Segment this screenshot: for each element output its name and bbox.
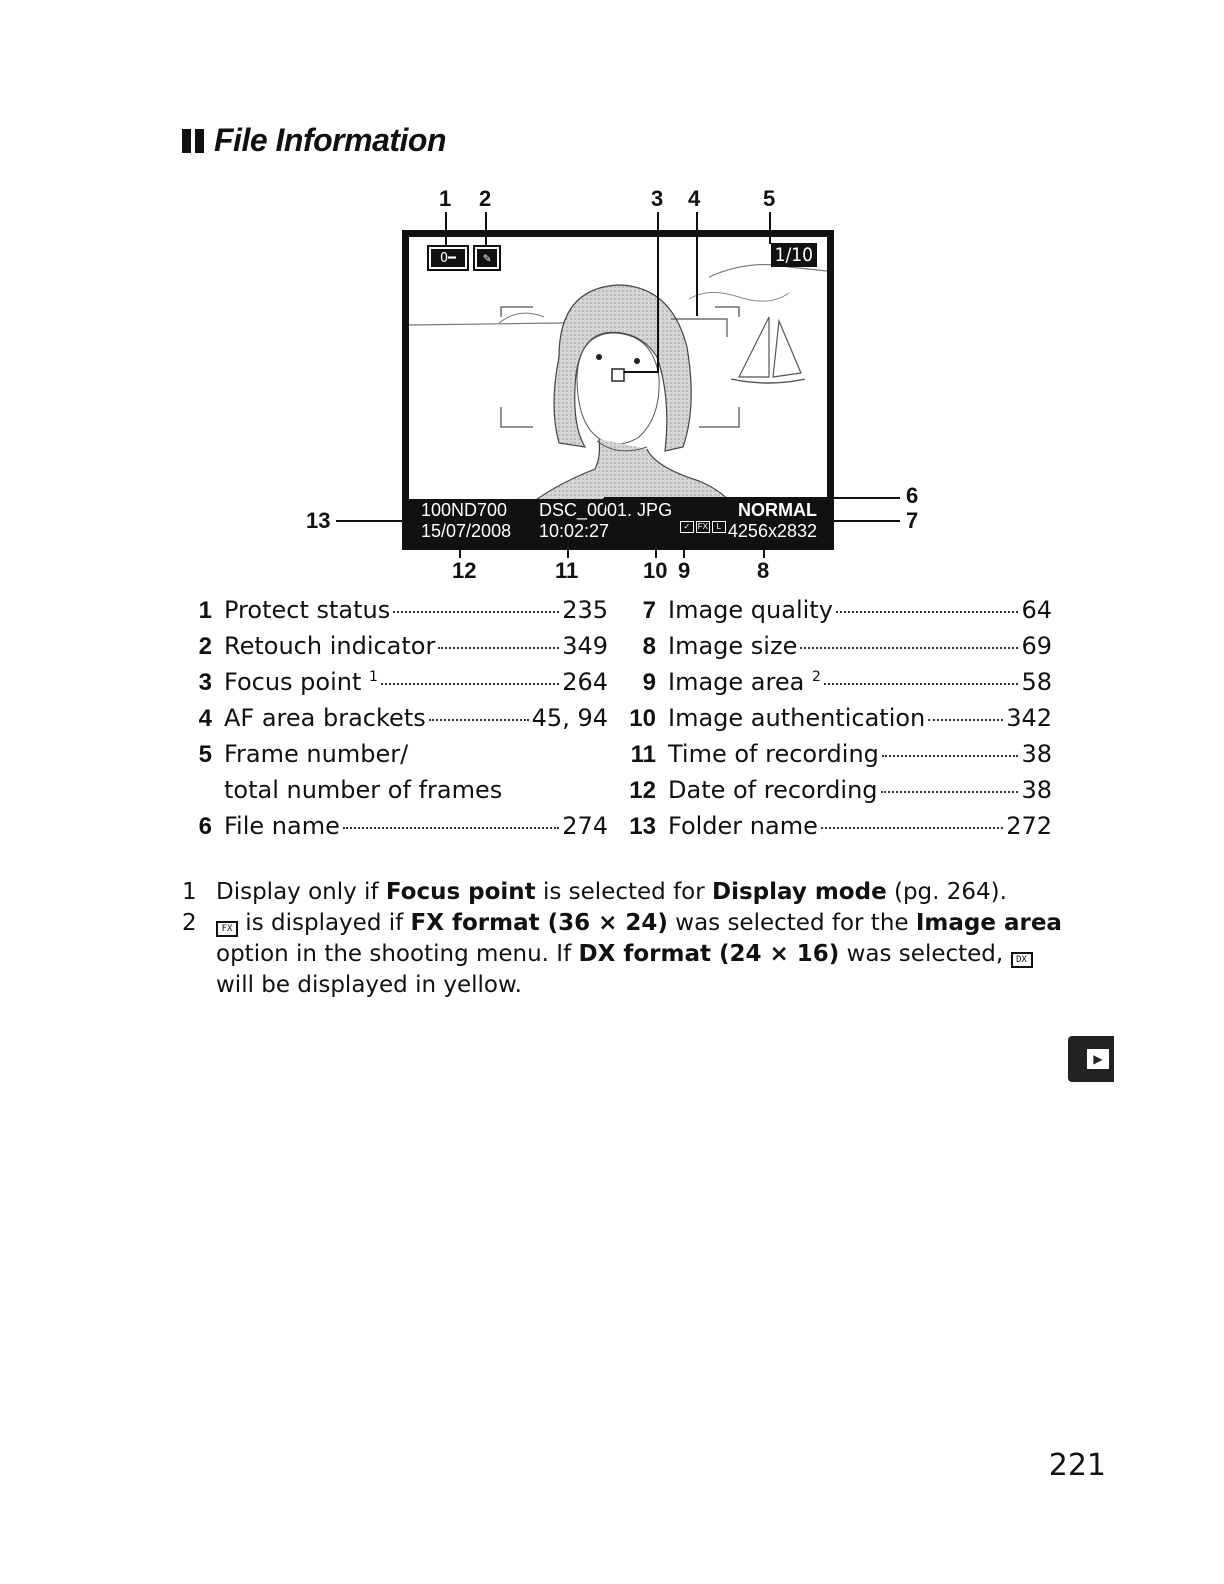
recording-date: 15/07/2008 bbox=[421, 521, 512, 541]
callout-4: 4 bbox=[688, 186, 701, 211]
callout-7: 7 bbox=[906, 508, 919, 533]
legend-item: 12 Date of recording 38 bbox=[629, 776, 1052, 804]
protect-key-icon: O━ bbox=[429, 247, 467, 269]
image-quality: NORMAL bbox=[738, 500, 817, 520]
callout-8: 8 bbox=[757, 558, 770, 583]
dx-format-icon: DX bbox=[1011, 952, 1033, 968]
callout-2: 2 bbox=[479, 186, 492, 211]
callout-5: 5 bbox=[763, 186, 776, 211]
callout-3: 3 bbox=[651, 186, 664, 211]
retouch-icon: ✎ bbox=[475, 247, 499, 269]
playback-tab-icon: ▶ bbox=[1068, 1036, 1114, 1082]
file-information-figure bbox=[0, 0, 1224, 600]
legend-right-column bbox=[628, 596, 1052, 848]
callout-11: 11 bbox=[555, 558, 579, 583]
page-number: 221 bbox=[1048, 1448, 1106, 1483]
callout-10: 10 bbox=[643, 558, 668, 583]
legend-item: 1 Protect status 235 bbox=[198, 596, 608, 624]
callout-9: 9 bbox=[678, 558, 691, 583]
legend-item: 2 Retouch indicator 349 bbox=[198, 632, 608, 660]
callout-13: 13 bbox=[306, 508, 331, 533]
legend-item: 10 Image authentication 342 bbox=[629, 704, 1052, 732]
legend-item: 8 Image size 69 bbox=[642, 632, 1052, 660]
image-authentication-icon: ✓ bbox=[680, 521, 694, 533]
legend-item: 6 File name 274 bbox=[198, 812, 608, 840]
legend-item-continuation: total number of frames bbox=[224, 776, 503, 804]
legend-item: 9 Image area $^2$ 58 bbox=[642, 668, 1052, 696]
callout-leader-lines bbox=[0, 0, 1224, 600]
recording-time: 10:02:27 bbox=[539, 521, 610, 541]
file-name: DSC_0001. JPG bbox=[539, 500, 673, 520]
image-area-icon: FX bbox=[697, 522, 709, 531]
legend-item: 7 Image quality 64 bbox=[642, 596, 1052, 624]
callout-12: 12 bbox=[452, 558, 477, 583]
legend-left-column bbox=[198, 596, 608, 848]
legend-item: 4 AF area brackets 45, 94 bbox=[198, 704, 608, 732]
callout-6: 6 bbox=[906, 483, 919, 508]
footnote-1: 1 Display only if Focus point is selected for Display mode (pg. 264). bbox=[182, 879, 1007, 905]
legend-item: 13 Folder name 272 bbox=[629, 812, 1052, 840]
image-size: 4256x2832 bbox=[727, 521, 817, 541]
legend-item: 5 Frame number/ bbox=[198, 740, 409, 768]
footnote-2: 2 FX is displayed if FX format (36 × 24) was selected for the Image area option in the shooting menu. If DX format (24 × 16) was selected, DX will be displayed in yellow. bbox=[182, 910, 1062, 998]
section-title: File Information bbox=[214, 122, 446, 158]
image-size-icon: L bbox=[712, 521, 726, 533]
frame-number: 1/10 bbox=[771, 243, 817, 267]
footnotes bbox=[182, 877, 1062, 1001]
callout-1: 1 bbox=[439, 186, 452, 211]
legend-item: 11 Time of recording 38 bbox=[630, 740, 1052, 768]
fx-format-icon: FX bbox=[216, 921, 238, 937]
legend-item: 3 Focus point $^1$ 264 bbox=[198, 668, 608, 696]
folder-name: 100ND700 bbox=[421, 500, 508, 520]
